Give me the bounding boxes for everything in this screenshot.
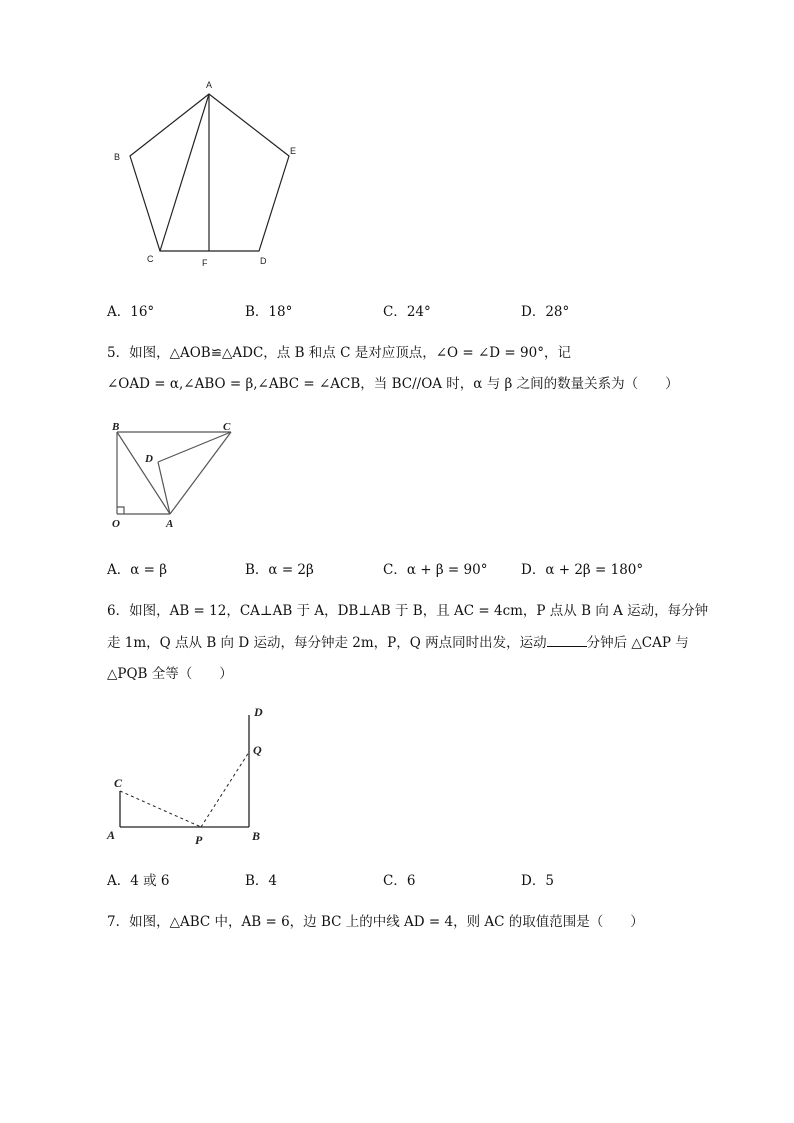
segment-pq — [201, 752, 249, 827]
segment-cp — [120, 791, 201, 827]
q5-option-b: B．α = 2β — [245, 562, 314, 578]
label-d: D — [254, 705, 263, 719]
q6-option-c: C．6 — [383, 873, 416, 889]
q5-option-d: D．α + 2β = 180° — [521, 562, 644, 578]
answer-blank[interactable] — [547, 632, 587, 647]
q5-option-a: A．α = β — [107, 562, 168, 578]
label-b: B — [252, 829, 261, 843]
q4-option-c: C．24° — [383, 304, 431, 320]
segment-ac — [160, 94, 209, 251]
label-d: D — [145, 453, 153, 465]
q6-stem-line2-a: 走 1m，Q 点从 B 向 D 运动，每分钟走 2m，P，Q 两点同时出发，运动 — [107, 635, 547, 651]
right-angle-mark — [117, 507, 124, 514]
q4-option-a: A．16° — [107, 304, 155, 320]
q6-stem-line1: 6．如图，AB = 12，CA⊥AB 于 A，DB⊥AB 于 B，且 AC = 4cm，P 点从 B 向 A 运动，每分钟 — [107, 603, 709, 619]
segment-ab — [117, 432, 170, 514]
label-q: Q — [253, 743, 262, 757]
q6-figure — [100, 700, 280, 850]
label-d: D — [260, 256, 267, 266]
label-c: C — [114, 776, 123, 790]
q5-figure — [105, 418, 245, 533]
q6-stem-line2-b: 分钟后 △CAP 与 — [586, 635, 689, 651]
label-a: A — [206, 80, 213, 90]
label-f: F — [202, 258, 208, 268]
label-b: B — [112, 421, 120, 433]
q5-stem-line2: ∠OAD = α,∠ABO = β,∠ABC = ∠ACB，当 BC//OA 时，α 与 β 之间的数量关系为（ ） — [107, 376, 679, 392]
q6-option-b: B．4 — [245, 873, 278, 889]
label-o: O — [112, 518, 120, 530]
label-a: A — [107, 828, 116, 842]
pentagon-figure — [100, 70, 320, 270]
label-p: P — [195, 833, 203, 847]
label-a: A — [166, 518, 174, 530]
label-e: E — [290, 146, 297, 156]
q5-option-c: C．α + β = 90° — [383, 562, 488, 578]
label-b: B — [114, 152, 121, 162]
q4-option-d: D．28° — [521, 304, 570, 320]
q6-option-a: A．4 或 6 — [107, 873, 170, 889]
label-c: C — [223, 421, 231, 433]
q6-stem-line3: △PQB 全等（ ） — [107, 666, 233, 682]
q6-stem-line2 — [107, 632, 689, 653]
q7-stem-line1: 7．如图，△ABC 中，AB = 6，边 BC 上的中线 AD = 4，则 AC 的取值范围是（ ） — [107, 914, 644, 930]
q5-stem-line1: 5．如图，△AOB≌△ADC，点 B 和点 C 是对应顶点，∠O = ∠D = 90°，记 — [107, 345, 571, 361]
label-c: C — [147, 254, 154, 264]
segment-da — [158, 462, 170, 514]
q6-option-d: D．5 — [521, 873, 554, 889]
q4-option-b: B．18° — [245, 304, 293, 320]
